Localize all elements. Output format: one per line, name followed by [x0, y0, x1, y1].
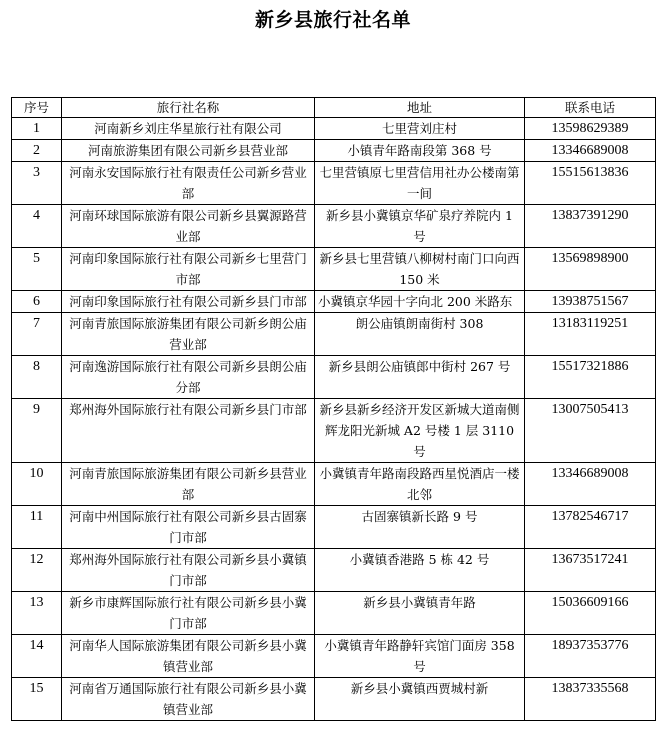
row-name: 河南环球国际旅游有限公司新乡县翼源路营业部 — [62, 205, 315, 248]
table-row — [12, 140, 656, 162]
row-index: 14 — [12, 635, 62, 678]
table-row — [12, 313, 656, 356]
header-name: 旅行社名称 — [62, 98, 315, 118]
row-index: 7 — [12, 313, 62, 356]
row-name: 河南印象国际旅行社有限公司新乡七里营门市部 — [62, 248, 315, 291]
table-row — [12, 635, 656, 678]
row-name: 郑州海外国际旅行社有限公司新乡县门市部 — [62, 399, 315, 463]
table-row — [12, 248, 656, 291]
row-phone: 13346689008 — [525, 140, 656, 162]
row-phone: 15517321886 — [525, 356, 656, 399]
row-phone: 13007505413 — [525, 399, 656, 463]
header-index: 序号 — [12, 98, 62, 118]
row-index: 3 — [12, 162, 62, 205]
row-index: 15 — [12, 678, 62, 721]
row-name: 河南永安国际旅行社有限责任公司新乡营业部 — [62, 162, 315, 205]
row-address: 朗公庙镇朗南街村 308 — [315, 313, 525, 356]
page-title: 新乡县旅行社名单 — [254, 9, 411, 31]
row-index: 10 — [12, 463, 62, 506]
row-index: 12 — [12, 549, 62, 592]
row-phone: 13346689008 — [525, 463, 656, 506]
row-phone: 13837391290 — [525, 205, 656, 248]
row-index: 2 — [12, 140, 62, 162]
table-row — [12, 118, 656, 140]
row-phone: 13569898900 — [525, 248, 656, 291]
row-index: 6 — [12, 291, 62, 313]
table-row — [12, 291, 656, 313]
row-phone: 13673517241 — [525, 549, 656, 592]
header-phone: 联系电话 — [525, 98, 656, 118]
row-name: 河南省万通国际旅行社有限公司新乡县小冀镇营业部 — [62, 678, 315, 721]
row-index: 4 — [12, 205, 62, 248]
table-row — [12, 205, 656, 248]
row-phone: 13837335568 — [525, 678, 656, 721]
header-address: 地址 — [315, 98, 525, 118]
row-address: 新乡县朗公庙镇郎中街村 267 号 — [315, 356, 525, 399]
row-address: 七里营刘庄村 — [315, 118, 525, 140]
table-row — [12, 463, 656, 506]
row-address: 新乡县七里营镇八柳树村南门口向西 150 米 — [315, 248, 525, 291]
row-phone: 15515613836 — [525, 162, 656, 205]
travel-agency-table — [11, 97, 656, 721]
row-name: 郑州海外国际旅行社有限公司新乡县小冀镇门市部 — [62, 549, 315, 592]
row-address: 新乡县小冀镇京华矿泉疗养院内 1 号 — [315, 205, 525, 248]
row-index: 1 — [12, 118, 62, 140]
row-index: 11 — [12, 506, 62, 549]
row-name: 河南华人国际旅游集团有限公司新乡县小冀镇营业部 — [62, 635, 315, 678]
row-name: 河南逸游国际旅行社有限公司新乡县朗公庙分部 — [62, 356, 315, 399]
row-name: 河南青旅国际旅游集团有限公司新乡县营业部 — [62, 463, 315, 506]
row-name: 新乡市康辉国际旅行社有限公司新乡县小冀门市部 — [62, 592, 315, 635]
row-name: 河南中州国际旅行社有限公司新乡县古固寨门市部 — [62, 506, 315, 549]
table-row — [12, 678, 656, 721]
row-phone: 13598629389 — [525, 118, 656, 140]
table-row — [12, 356, 656, 399]
row-address: 新乡县新乡经济开发区新城大道南侧辉龙阳光新城 A2 号楼 1 层 3110 号 — [315, 399, 525, 463]
row-phone: 13183119251 — [525, 313, 656, 356]
row-index: 5 — [12, 248, 62, 291]
row-address: 七里营镇原七里营信用社办公楼南第一间 — [315, 162, 525, 205]
row-name: 河南青旅国际旅游集团有限公司新乡朗公庙营业部 — [62, 313, 315, 356]
row-index: 9 — [12, 399, 62, 463]
table-row — [12, 506, 656, 549]
table-row — [12, 549, 656, 592]
row-phone: 13782546717 — [525, 506, 656, 549]
row-address: 小冀镇京华园十字向北 200 米路东 — [315, 291, 525, 313]
row-address: 小冀镇青年路南段路西星悦酒店一楼北邻 — [315, 463, 525, 506]
table-row — [12, 592, 656, 635]
row-name: 河南印象国际旅行社有限公司新乡县门市部 — [62, 291, 315, 313]
row-address: 新乡县小冀镇青年路 — [315, 592, 525, 635]
table-row — [12, 399, 656, 463]
row-name: 河南新乡刘庄华星旅行社有限公司 — [62, 118, 315, 140]
row-address: 小镇青年路南段第 368 号 — [315, 140, 525, 162]
row-phone: 13938751567 — [525, 291, 656, 313]
row-phone: 15036609166 — [525, 592, 656, 635]
row-address: 小冀镇香港路 5 栋 42 号 — [315, 549, 525, 592]
row-phone: 18937353776 — [525, 635, 656, 678]
row-index: 13 — [12, 592, 62, 635]
table-row — [12, 162, 656, 205]
row-index: 8 — [12, 356, 62, 399]
row-name: 河南旅游集团有限公司新乡县营业部 — [62, 140, 315, 162]
table-header-row — [12, 98, 656, 118]
row-address: 小冀镇青年路静轩宾馆门面房 358 号 — [315, 635, 525, 678]
row-address: 古固寨镇新长路 9 号 — [315, 506, 525, 549]
row-address: 新乡县小冀镇西贾城村新 — [315, 678, 525, 721]
